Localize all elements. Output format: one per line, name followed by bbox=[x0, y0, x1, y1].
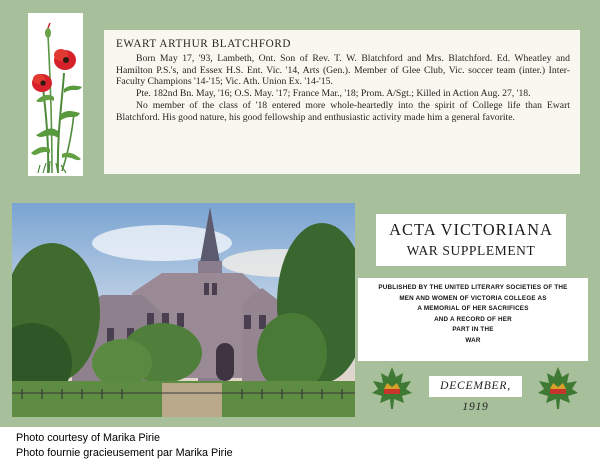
bio-paragraph-service: Pte. 182nd Bn. May, '16; O.S. May. '17; France Mar., '18; Prom. A/Sgt.; Killed in Action Aug. 27, '18. bbox=[136, 88, 531, 100]
maple-leaf-crown-icon bbox=[536, 365, 580, 411]
publication-note-line: WAR bbox=[465, 336, 481, 344]
publication-note-line: AND A RECORD OF HER bbox=[434, 315, 512, 323]
publication-title-card bbox=[376, 214, 566, 266]
bio-paragraph-birth: Born May 17, '93, Lambeth, Ont. Son of Rev. T. W. Blatchford and Mrs. Blatchford. Ed. Wheatley and Hamilton P.S.'s, and Essex H.S. Ent. Vic. '14, Arts (Gen.). Member of Glee Club, Vic. soccer team (inter.) Inter-Faculty Champions '14-'15; Vic. Ath. Union Ex. '14-'15. bbox=[116, 53, 570, 87]
photo-credit bbox=[16, 431, 233, 460]
college-postcard-image bbox=[12, 203, 355, 417]
publication-note-card bbox=[358, 278, 588, 361]
bio-name: EWART ARTHUR BLATCHFORD bbox=[116, 38, 292, 50]
publication-subtitle: WAR SUPPLEMENT bbox=[406, 243, 536, 258]
publication-title: ACTA VICTORIANA bbox=[389, 220, 553, 239]
photo-credit-french: Photo fournie gracieusement par Marika Pirie bbox=[16, 446, 233, 459]
publication-note-line: A MEMORIAL OF HER SACRIFICES bbox=[417, 305, 529, 313]
photo-credit-english: Photo courtesy of Marika Pirie bbox=[16, 432, 161, 444]
biography-card bbox=[104, 30, 580, 174]
victoria-college-illustration bbox=[12, 203, 355, 417]
publication-date: DECEMBER, 1919 bbox=[429, 376, 522, 397]
publication-note-line: MEN AND WOMEN OF VICTORIA COLLEGE AS bbox=[399, 294, 547, 302]
bio-paragraph-tribute: No member of the class of '18 entered more whole-heartedly into the spirit of College life than Ewart Blatchford. His good nature, his good fellowship and enthusiastic activity made him a general favorite. bbox=[116, 100, 570, 123]
poppy-illustration bbox=[28, 13, 83, 176]
publication-note-line: PART IN THE bbox=[452, 326, 494, 334]
publication-note-line: PUBLISHED BY THE UNITED LITERARY SOCIETIES OF THE bbox=[378, 284, 568, 291]
maple-leaf-crown-icon bbox=[370, 365, 414, 411]
poppy-panel bbox=[28, 13, 83, 176]
